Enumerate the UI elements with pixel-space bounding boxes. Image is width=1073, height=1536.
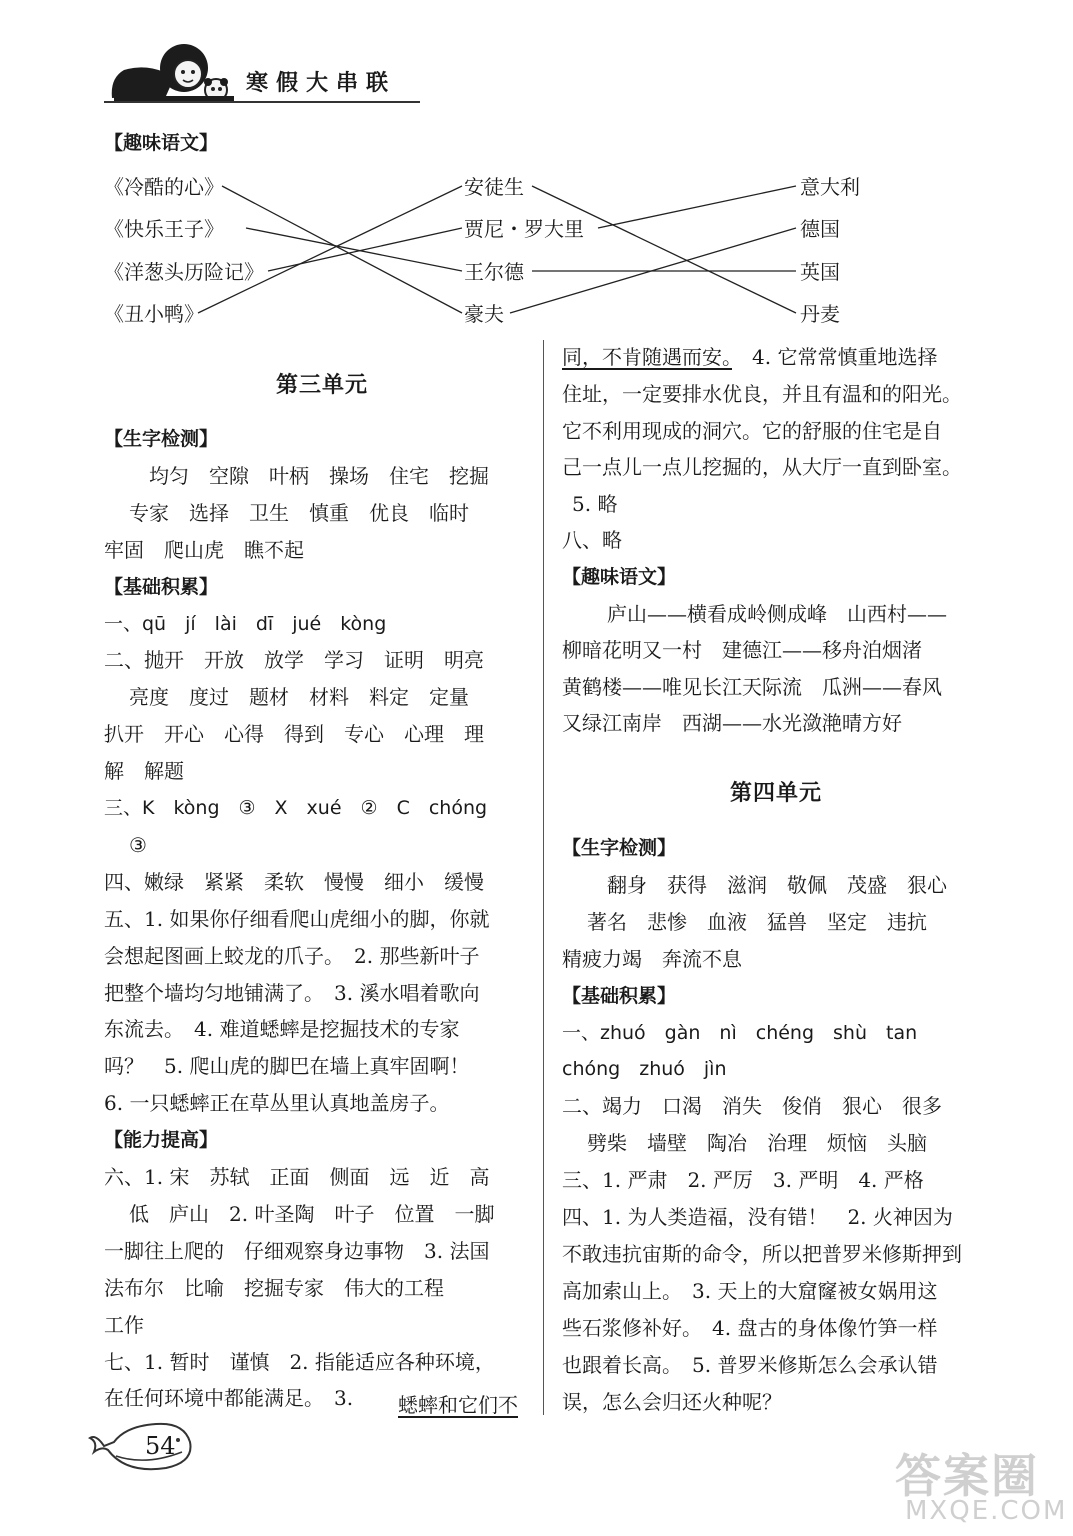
match-author: 安徒生 (464, 175, 524, 199)
watermark-url: MXQE.COM (905, 1496, 1068, 1526)
underlined-answer: 蟋蟀和它们不 (398, 1393, 518, 1417)
match-book: 《洋葱头历险记》 (104, 260, 264, 284)
answer-line: 庐山——横看成岭侧成峰 山西村—— (607, 601, 947, 626)
match-author: 王尔德 (464, 260, 524, 284)
answer-line: 六、1. 宋 苏轼 正面 侧面 远 近 高 (104, 1165, 490, 1189)
answer-line: 柳暗花明又一村 建德江——移舟泊烟渚 (562, 638, 922, 663)
book-author-link (246, 228, 462, 271)
answer-line: 黄鹤楼——唯见长江天际流 瓜洲——春风 (562, 674, 942, 699)
match-book: 《冷酷的心》 (104, 175, 224, 199)
answer-line: 不敢违抗宙斯的命令，所以把普罗米修斯押到 (562, 1241, 962, 1266)
answer-line: 把整个墙均匀地铺满了。 3. 溪水唱着歌向 (104, 980, 480, 1005)
unit-title-four: 第四单元 (730, 780, 823, 806)
matching-lines (0, 0, 1073, 340)
answer-line: 翻身 获得 滋润 敬佩 茂盛 狠心 (607, 872, 947, 897)
answer-line: 己一点儿一点儿挖掘的，从大厅一直到卧室。 (562, 455, 962, 480)
answer-line: 低 庐山 2. 叶圣陶 叶子 位置 一脚 (129, 1201, 495, 1226)
answer-line: 二、竭力 口渴 消失 俊俏 狠心 很多 (562, 1094, 942, 1119)
section-heading: 【生字检测】 (562, 837, 677, 859)
section-heading-fun-chinese: 【趣味语文】 (104, 132, 219, 154)
answer-line: 三、K kòng ③ X xué ② C chóng (104, 797, 488, 819)
match-country: 英国 (800, 260, 840, 284)
answer-line: 6. 一只蟋蟀正在草丛里认真地盖房子。 (104, 1091, 450, 1116)
answer-line: 二、抛开 开放 放学 学习 证明 明亮 (104, 648, 484, 673)
answer-line: 住址，一定要排水优良，并且有温和的阳光。 (562, 382, 962, 406)
section-heading: 【趣味语文】 (562, 566, 677, 588)
section-heading: 【基础积累】 (104, 575, 219, 598)
column-divider (543, 340, 544, 1415)
answer-line: 也跟着长高。 5. 普罗米修斯怎么会承认错 (562, 1352, 938, 1377)
match-book: 《丑小鸭》 (104, 302, 204, 326)
answer-text: 4. 它常常慎重地选择 (732, 345, 938, 369)
answer-line: 会想起图画上蛟龙的爪子。 2. 那些新叶子 (104, 943, 480, 968)
whale-icon (86, 1412, 198, 1478)
answer-line: 高加索山上。 3. 天上的大窟窿被女娲用这 (562, 1278, 938, 1303)
answer-line: 吗？ 5. 爬山虎的脚巴在墙上真牢固啊！ (104, 1054, 470, 1079)
match-author: 贾尼・罗大里 (464, 217, 584, 241)
answer-line: 劈柴 墙壁 陶冶 治理 烦恼 头脑 (587, 1131, 927, 1156)
answer-line: 八、略 (562, 528, 622, 553)
answer-line: 工作 (104, 1312, 144, 1337)
answer-line: 亮度 度过 题材 材料 料定 定量 (129, 685, 469, 710)
match-country: 丹麦 (800, 302, 840, 326)
answer-line: 它不利用现成的洞穴。它的舒服的住宅是自 (562, 418, 942, 443)
match-country: 德国 (800, 217, 840, 241)
answer-line: 扒开 开心 心得 得到 专心 心理 理 (104, 722, 484, 747)
author-country-link (532, 186, 796, 313)
answer-line: 精疲力竭 奔流不息 (562, 946, 742, 971)
answer-line: 5. 略 (572, 491, 618, 516)
answer-line: 一、zhuó gàn nì chéng shù tan (562, 1021, 918, 1044)
answer-line: 牢固 爬山虎 瞧不起 (104, 537, 304, 562)
match-country: 意大利 (800, 175, 860, 199)
page-number: 54 (145, 1432, 176, 1460)
section-heading: 【生字检测】 (104, 428, 219, 450)
book-author-link (222, 186, 462, 313)
answer-line: 些石浆修补好。 4. 盘古的身体像竹笋一样 (562, 1315, 938, 1340)
answer-line: ③ (129, 832, 147, 857)
answer-line (562, 345, 937, 369)
answer-line: 在任何环境中都能满足。 3. (104, 1386, 354, 1411)
underlined-answer: 同，不肯随遇而安。 (562, 345, 732, 369)
answer-line: 法布尔 比喻 挖掘专家 伟大的工程 (104, 1275, 444, 1300)
answer-line: 五、1. 如果你仔细看爬山虎细小的脚，你就 (104, 906, 490, 931)
section-heading: 【基础积累】 (562, 984, 677, 1007)
answer-line: 四、嫩绿 紧紧 柔软 慢慢 细小 缓慢 (104, 869, 484, 894)
answer-line: 又绿江南岸 西湖——水光潋滟晴方好 (562, 711, 902, 736)
answer-line: 东流去。 4. 难道蟋蟀是挖掘技术的专家 (104, 1017, 460, 1042)
watermark-logo: 答案圈 (895, 1449, 1039, 1503)
author-country-link (598, 186, 796, 228)
answer-line: 一、qū jí lài dī jué kòng (104, 612, 387, 635)
unit-title-three: 第三单元 (276, 372, 369, 398)
match-book: 《快乐王子》 (104, 217, 224, 241)
book-author-link (198, 186, 462, 313)
match-author: 豪夫 (464, 302, 504, 326)
answer-line: 三、1. 严肃 2. 严厉 3. 严明 4. 严格 (562, 1168, 924, 1193)
answer-line: 均匀 空隙 叶柄 操场 住宅 挖掘 (149, 463, 489, 488)
header-title: 寒假大串联 (246, 70, 397, 96)
answer-line: 一脚往上爬的 仔细观察身边事物 3. 法国 (104, 1238, 490, 1263)
answer-line: 七、1. 暂时 谨慎 2. 指能适应各种环境， (104, 1349, 495, 1374)
answer-line: 解 解题 (104, 759, 184, 784)
answer-line: 四、1. 为人类造福，没有错！ 2. 火神因为 (562, 1205, 953, 1229)
answer-line: 著名 悲惨 血液 猛兽 坚定 违抗 (587, 909, 927, 934)
answer-line: 误，怎么会归还火种呢？ (562, 1389, 782, 1414)
section-heading: 【能力提高】 (104, 1129, 219, 1152)
answer-line: chóng zhuó jìn (562, 1058, 727, 1081)
answer-line: 专家 选择 卫生 慎重 优良 临时 (129, 500, 469, 525)
